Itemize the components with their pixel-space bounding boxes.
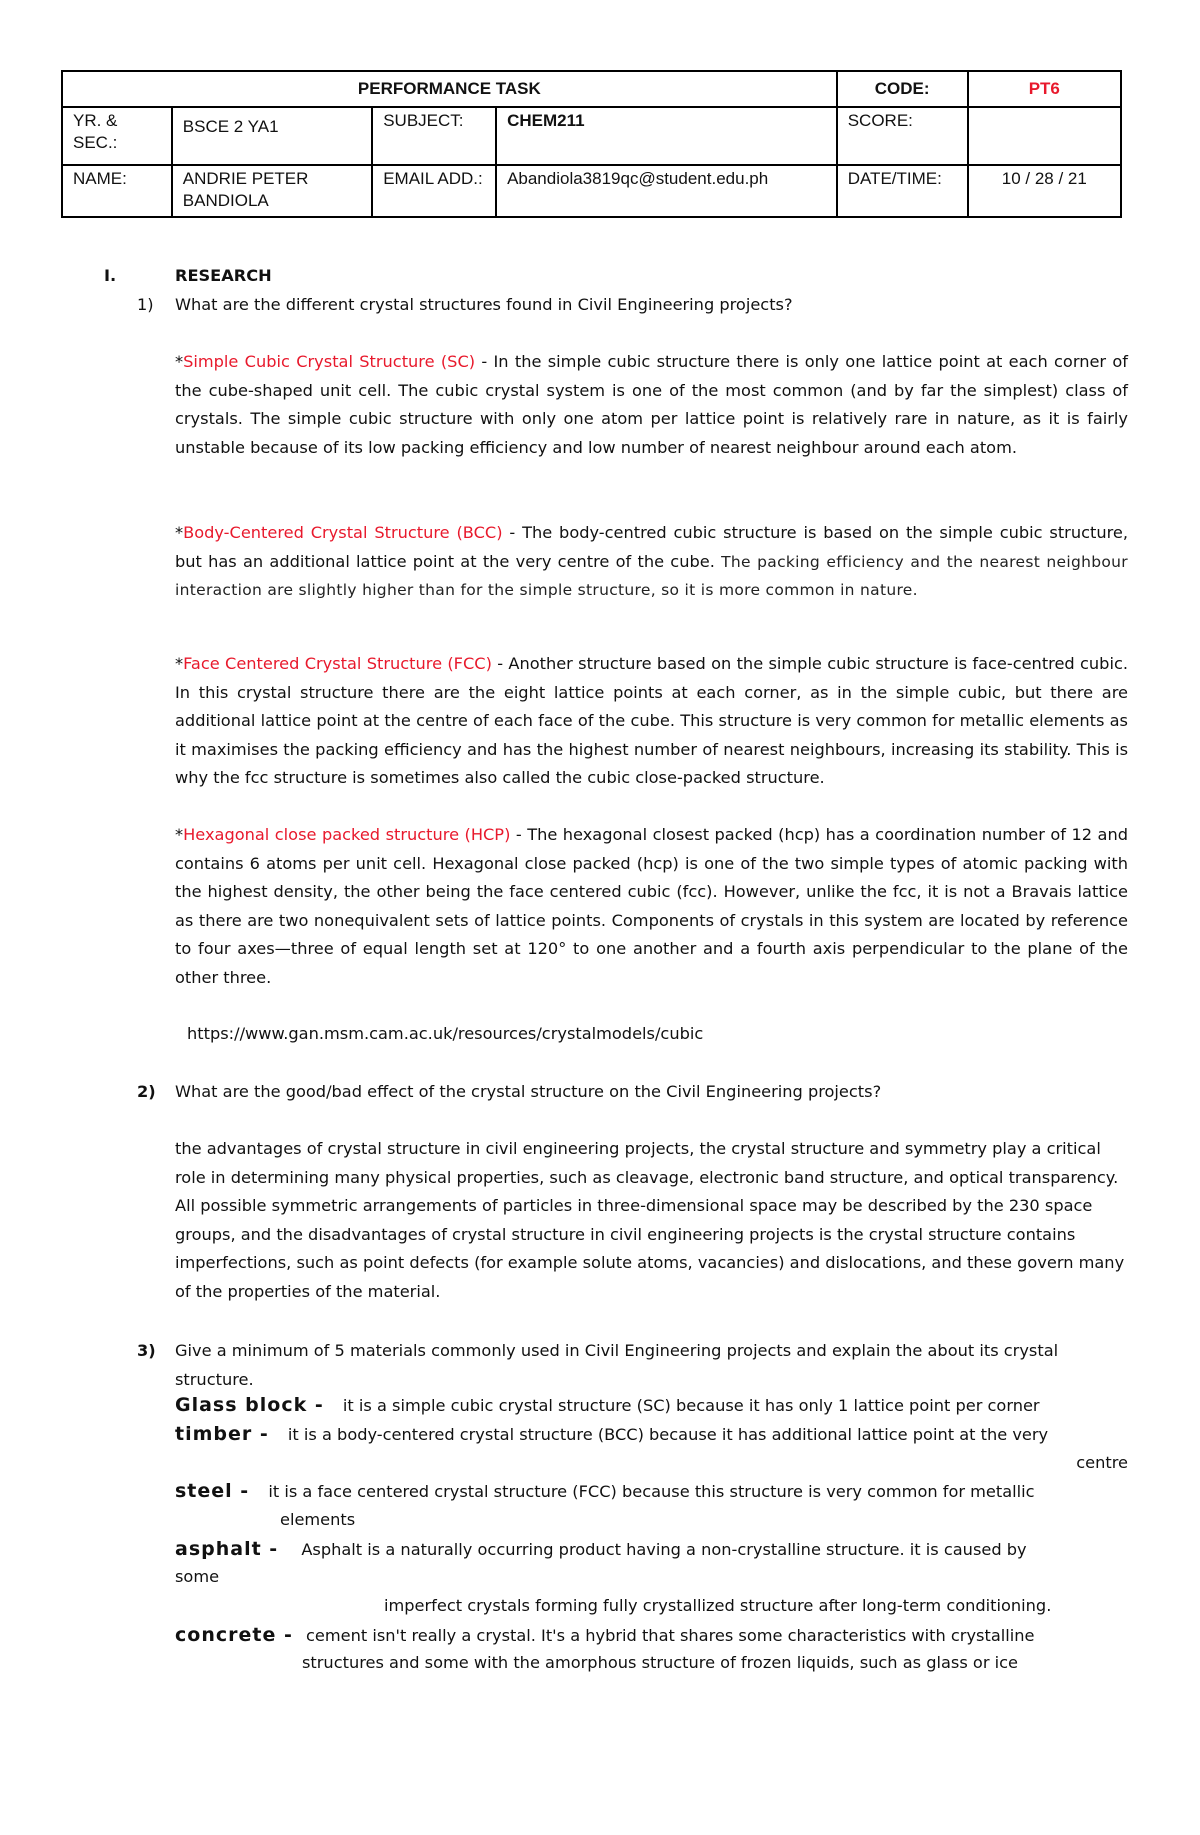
subject-value: CHEM211 <box>496 107 837 165</box>
asphalt-term: asphalt - <box>175 1538 279 1560</box>
concrete-term: concrete - <box>175 1624 293 1646</box>
bcc-paragraph <box>175 519 1128 605</box>
email-label: EMAIL ADD.: <box>372 165 496 217</box>
fcc-paragraph <box>175 650 1128 793</box>
q2-question: What are the good/bad effect of the crystal structure on the Civil Engineering projects? <box>175 1082 882 1101</box>
score-label: SCORE: <box>837 107 968 165</box>
name-label: NAME: <box>62 165 172 217</box>
subject-label: SUBJECT: <box>372 107 496 165</box>
yr-sec-value: BSCE 2 YA1 <box>172 107 372 165</box>
sc-text: - In the simple cubic structure there is only one lattice point at each corner of the cube-shaped unit cell. The cubic crystal system is one of the most common (and by far the simplest) class of crystals. The simple cubic structure with only one atom per lattice point is relatively rare in nature, as it is fairly unstable because of its low packing efficiency and low number of nearest neighbour around each atom. <box>175 352 1128 457</box>
code-value: PT6 <box>968 71 1121 107</box>
fcc-text: - Another structure based on the simple cubic structure is face-centred cubic. In this crystal structure there are the eight lattice points at each corner, as in the simple cubic, but there are additional lattice point at the centre of each face of the cube. This structure is very common for metallic elements as it maximises the packing efficiency and has the highest number of nearest neighbours, increasing its stability. This is why the fcc structure is sometimes also called the cubic close-packed structure. <box>175 654 1128 787</box>
yr-sec-label: YR. & SEC.: <box>62 107 172 165</box>
hcp-term: Hexagonal close packed structure (HCP) <box>183 825 511 844</box>
code-label: CODE: <box>837 71 968 107</box>
concrete-text: cement isn't really a crystal. It's a hybrid that shares some characteristics with crystalline <box>306 1626 1035 1645</box>
bcc-text: - The body-centred cubic structure is based on the simple cubic structure, but has an additional lattice point at the very centre of the cube. <box>175 523 1128 571</box>
section-numeral: I. <box>104 266 117 285</box>
q3-number: 3) <box>137 1341 156 1360</box>
glass-block-term: Glass block - <box>175 1394 324 1416</box>
date-label: DATE/TIME: <box>837 165 968 217</box>
sc-asterisk: * <box>175 352 184 371</box>
concrete-item <box>175 1621 1128 1651</box>
fcc-asterisk: * <box>175 654 184 673</box>
timber-text: it is a body-centered crystal structure (BCC) because it has additional lattice point at the very <box>287 1425 1049 1444</box>
bcc-text-2: The packing efficiency and the nearest neighbour interaction are slightly higher than for the simple structure, so it is more common in nature. <box>175 552 1128 599</box>
asphalt-text: Asphalt is a naturally occurring product having a non-crystalline structure. it is caused by <box>301 1540 1027 1559</box>
steel-term: steel - <box>175 1480 250 1502</box>
reference-link[interactable]: https://www.gan.msm.cam.ac.uk/resources/crystalmodels/cubic <box>187 1024 704 1043</box>
hcp-asterisk: * <box>175 825 184 844</box>
asphalt-text-2: some <box>175 1567 220 1586</box>
date-value: 10 / 28 / 21 <box>968 165 1121 217</box>
fcc-term: Face Centered Crystal Structure (FCC) <box>183 654 492 673</box>
q3-question: Give a minimum of 5 materials commonly used in Civil Engineering projects and explain the about its crystal structure. <box>175 1341 1059 1389</box>
steel-text: it is a face centered crystal structure (FCC) because this structure is very common for metallic <box>268 1482 1035 1501</box>
sc-paragraph <box>175 348 1128 462</box>
header-table <box>61 70 1122 218</box>
glass-block-text: it is a simple cubic crystal structure (SC) because it has only 1 lattice point per corner <box>342 1396 1040 1415</box>
q1-number: 1) <box>137 295 154 314</box>
steel-item <box>175 1477 1128 1507</box>
glass-block-item <box>175 1391 1128 1421</box>
q2-number: 2) <box>137 1082 156 1101</box>
q1-question: What are the different crystal structures found in Civil Engineering projects? <box>175 295 793 314</box>
bcc-asterisk: * <box>175 523 184 542</box>
hcp-text: - The hexagonal closest packed (hcp) has a coordination number of 12 and contains 6 atoms per unit cell. Hexagonal close packed (hcp) is one of the two simple types of atomic packing with the highest density, the other being the face centered cubic (fcc). However, unlike the fcc, it is not a Bravais lattice as there are two nonequivalent sets of lattice points. Components of crystals in this system are located by reference to four axes—three of equal length set at 120° to one another and a fourth axis perpendicular to the plane of the other three. <box>175 825 1128 987</box>
timber-text-2: centre <box>1076 1453 1128 1472</box>
email-value: Abandiola3819qc@student.edu.ph <box>496 165 837 217</box>
concrete-text-2: structures and some with the amorphous structure of frozen liquids, such as glass or ice <box>302 1653 1018 1672</box>
asphalt-text-3: imperfect crystals forming fully crystallized structure after long-term conditioning. <box>384 1596 1052 1615</box>
timber-term: timber - <box>175 1423 269 1445</box>
bcc-term: Body-Centered Crystal Structure (BCC) <box>183 523 503 542</box>
asphalt-item <box>175 1535 1128 1565</box>
score-value <box>968 107 1121 165</box>
q2-answer: the advantages of crystal structure in civil engineering projects, the crystal structure and symmetry play a critical role in determining many physical properties, such as cleavage, electronic band structure, and optical transparency. All possible symmetric arrangements of particles in three-dimensional space may be described by the 230 space groups, and the disadvantages of crystal structure in civil engineering projects is the crystal structure contains imperfections, such as point defects (for example solute atoms, vacancies) and dislocations, and these govern many of the properties of the material. <box>175 1139 1125 1301</box>
steel-text-2: elements <box>280 1510 356 1529</box>
hcp-paragraph <box>175 821 1128 992</box>
section-title: RESEARCH <box>175 266 272 285</box>
name-value: ANDRIE PETER BANDIOLA <box>172 165 372 217</box>
task-title: PERFORMANCE TASK <box>62 71 837 107</box>
sc-term: Simple Cubic Crystal Structure (SC) <box>183 352 476 371</box>
timber-item <box>175 1420 1128 1450</box>
